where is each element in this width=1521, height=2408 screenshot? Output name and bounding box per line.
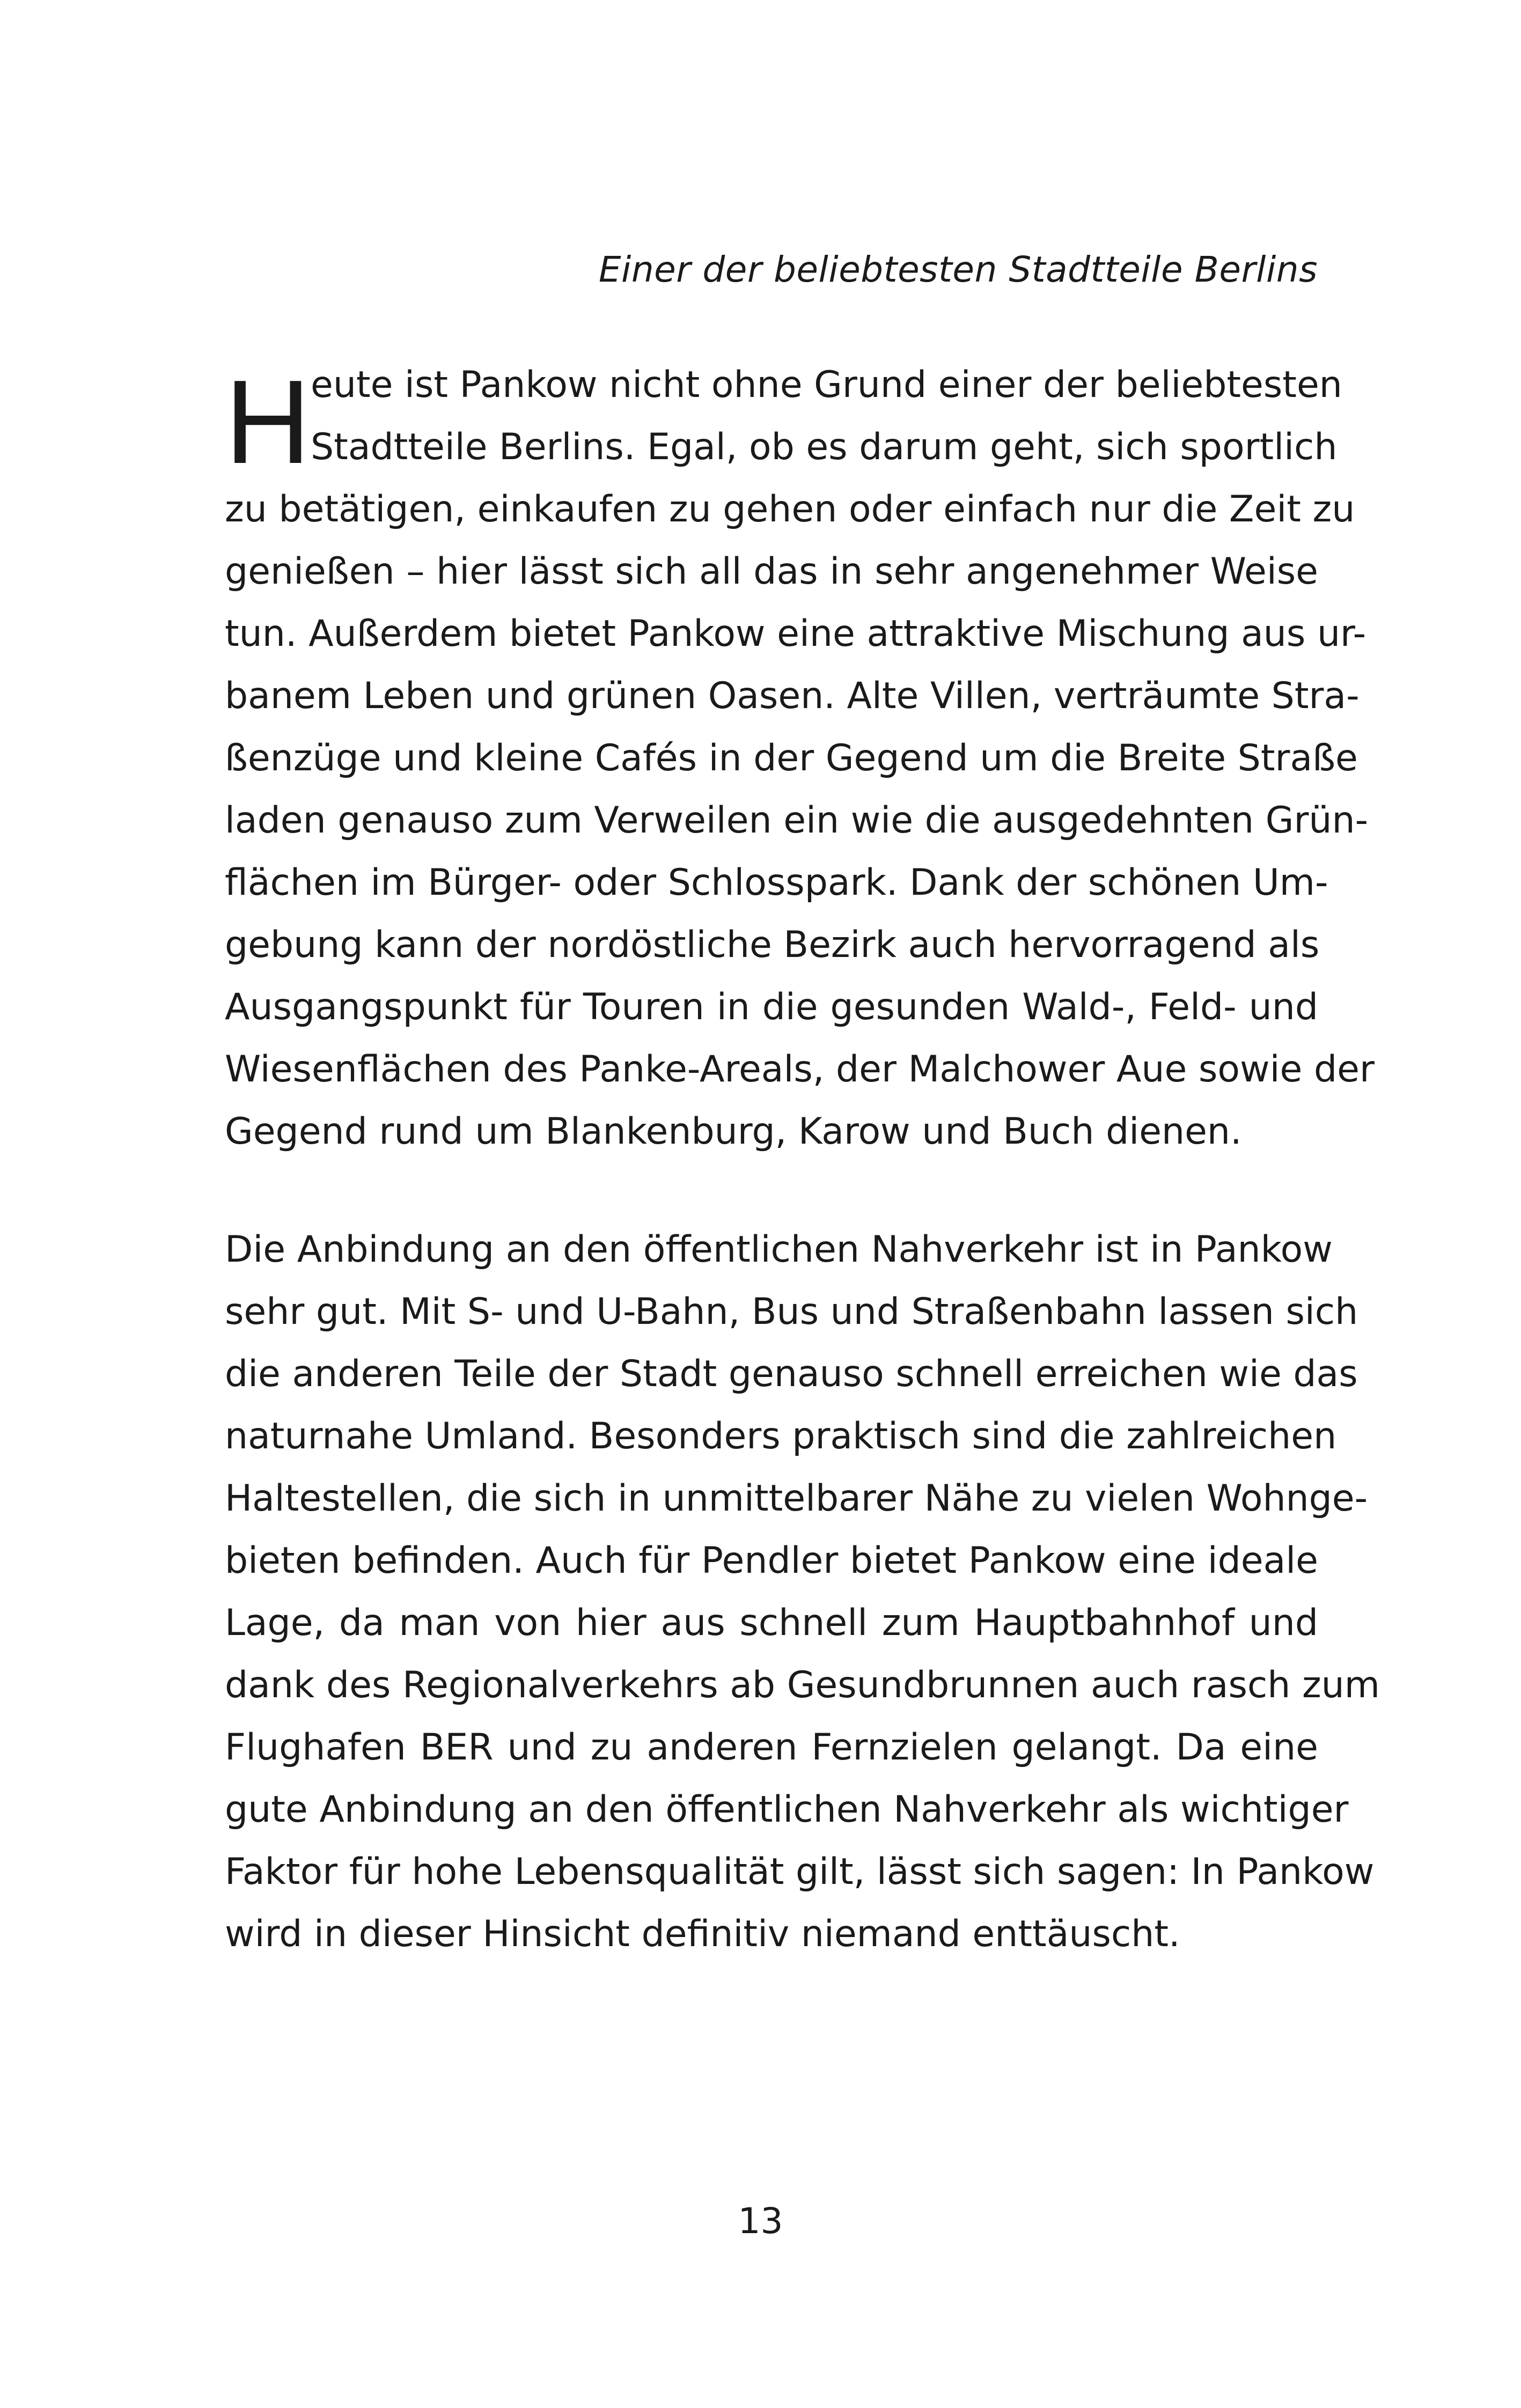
text-line: zu betätigen, einkaufen zu gehen oder einfach nur die Zeit zu [225,488,1355,531]
text-line: wird in dieser Hinsicht definitiv niemand enttäuscht. [225,1913,1180,1955]
text-line: gebung kann der nordöstliche Bezirk auch hervorragend als [225,924,1320,966]
text-line: flächen im Bürger- oder Schlosspark. Dank der schönen Um- [225,861,1328,904]
text-line: Faktor für hohe Lebensqualität gilt, lässt sich sagen: In Pankow [225,1851,1375,1893]
text-line: Flughafen BER und zu anderen Fernzielen gelangt. Da eine [225,1726,1318,1769]
text-line: Wiesenflächen des Panke-Areals, der Malchower Aue sowie der [225,1048,1375,1091]
text-line: ßenzüge und kleine Cafés in der Gegend um die Breite Straße [225,737,1358,779]
drop-cap: H [225,356,311,489]
text-line: Lage, da man von hier aus schnell zum Hauptbahnhof und [225,1602,1318,1644]
text-line: Stadtteile Berlins. Egal, ob es darum geht, sich sportlich [311,426,1338,468]
text-line: gute Anbindung an den öffentlichen Nahverkehr als wichtiger [225,1788,1349,1831]
text-line: eute ist Pankow nicht ohne Grund einer der beliebtesten [311,364,1342,406]
text-line: die anderen Teile der Stadt genauso schnell erreichen wie das [225,1353,1358,1395]
text-line: banem Leben und grünen Oasen. Alte Villen, verträumte Stra- [225,675,1360,717]
text-line: bieten befinden. Auch für Pendler bietet Pankow eine ideale [225,1540,1318,1582]
page-number: 13 [738,2200,783,2242]
paragraph-2 [225,1219,1380,1965]
text-line: laden genauso zum Verweilen ein wie die ausgedehnten Grün- [225,799,1369,842]
text-line: dank des Regionalverkehrs ab Gesundbrunnen auch rasch zum [225,1664,1380,1706]
text-line: sehr gut. Mit S- und U-Bahn, Bus und Straßenbahn lassen sich [225,1291,1358,1333]
text-line: Haltestellen, die sich in unmittelbarer Nähe zu vielen Wohnge- [225,1477,1368,1520]
text-line: Gegend rund um Blankenburg, Karow und Buch dienen. [225,1110,1242,1153]
text-line: tun. Außerdem bietet Pankow eine attraktive Mischung aus ur- [225,613,1366,655]
text-line: genießen – hier lässt sich all das in sehr angenehmer Weise [225,550,1318,593]
text-line: naturnahe Umland. Besonders praktisch sind die zahlreichen [225,1415,1337,1457]
paragraph-1 [225,354,1375,1163]
text-line: Die Anbindung an den öffentlichen Nahverkehr ist in Pankow [225,1228,1333,1271]
text-line: Ausgangspunkt für Touren in die gesunden Wald-, Feld- und [225,986,1318,1028]
page-title: Einer der beliebtesten Stadtteile Berlins [598,249,1318,290]
